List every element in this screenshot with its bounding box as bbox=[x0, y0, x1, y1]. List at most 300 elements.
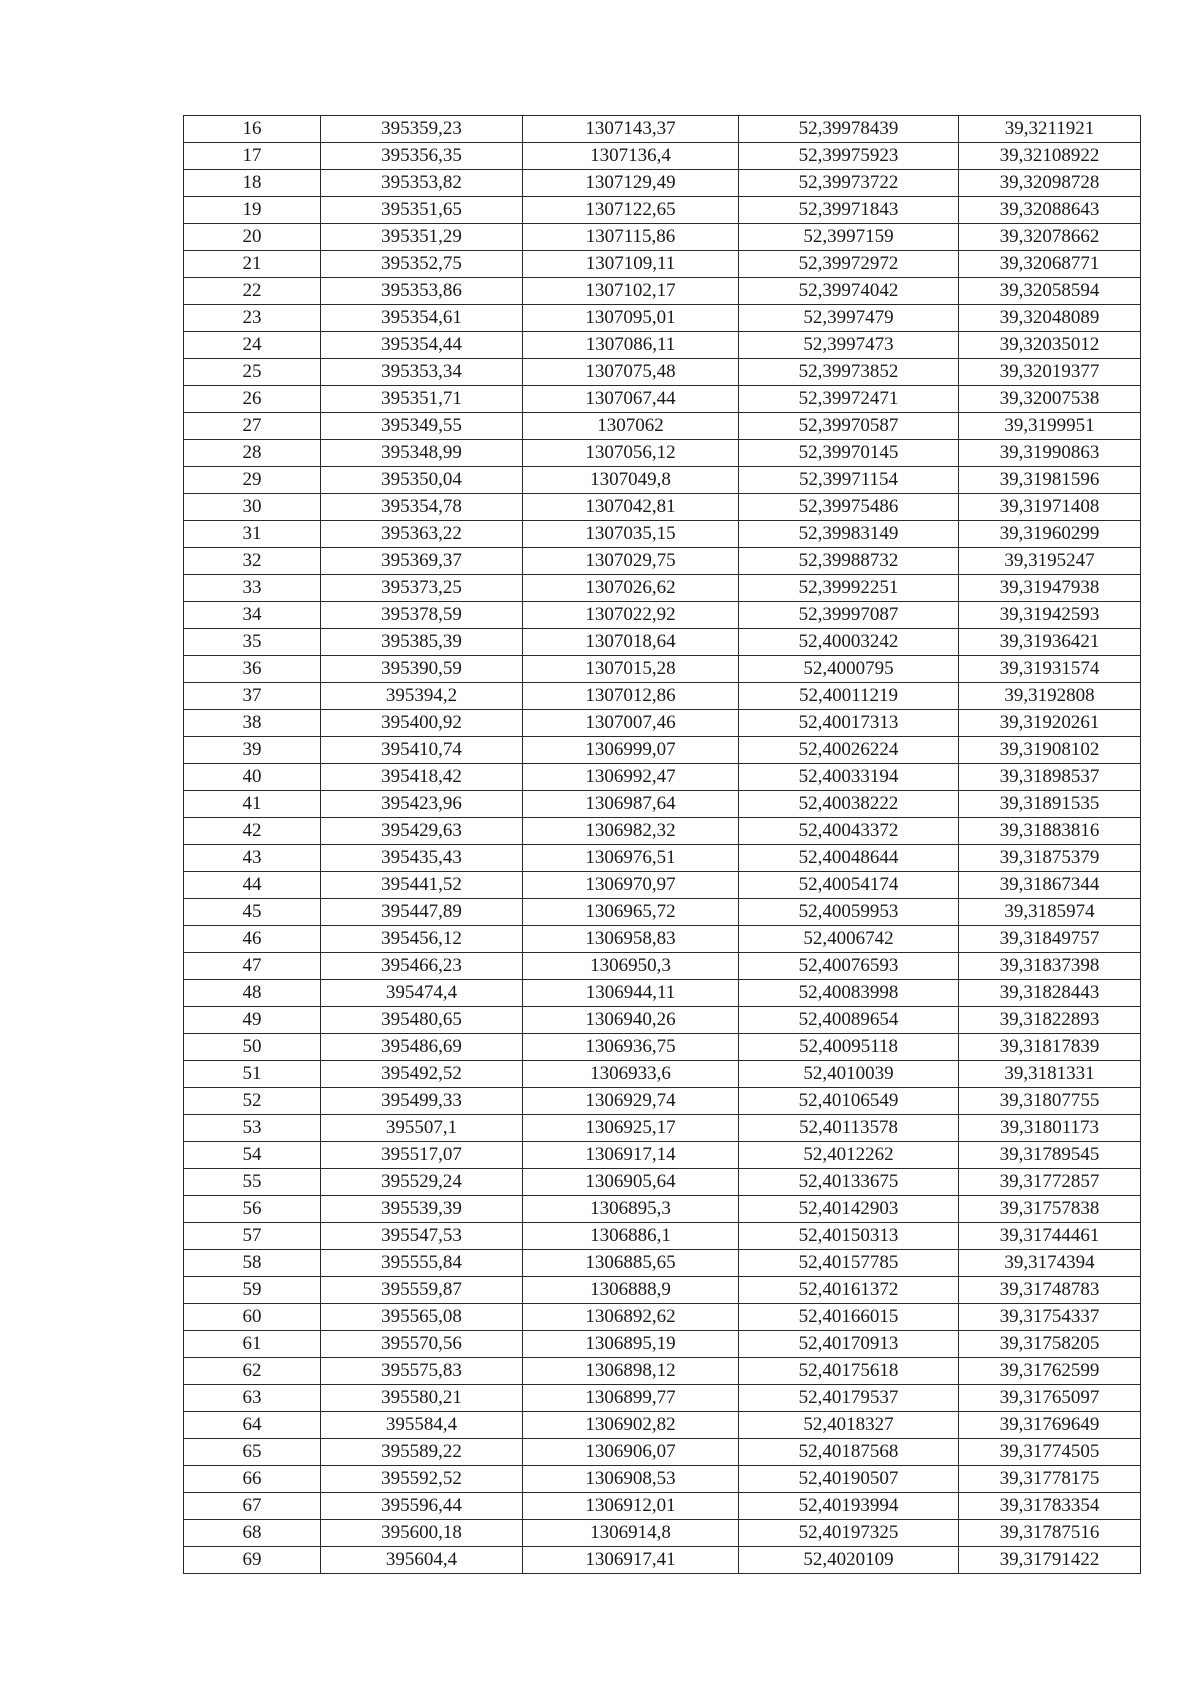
longitude-cell: 39,31898537 bbox=[959, 764, 1141, 791]
table-row bbox=[184, 1520, 1141, 1547]
x-coordinate-cell: 395369,37 bbox=[321, 548, 523, 575]
x-coordinate-cell: 395348,99 bbox=[321, 440, 523, 467]
longitude-cell: 39,31947938 bbox=[959, 575, 1141, 602]
table-row bbox=[184, 1061, 1141, 1088]
x-coordinate-cell: 395547,53 bbox=[321, 1223, 523, 1250]
point-number-cell: 62 bbox=[184, 1358, 321, 1385]
point-number-cell: 21 bbox=[184, 251, 321, 278]
point-number-cell: 34 bbox=[184, 602, 321, 629]
x-coordinate-cell: 395410,74 bbox=[321, 737, 523, 764]
x-coordinate-cell: 395353,86 bbox=[321, 278, 523, 305]
x-coordinate-cell: 395400,92 bbox=[321, 710, 523, 737]
y-coordinate-cell: 1306933,6 bbox=[523, 1061, 739, 1088]
longitude-cell: 39,31787516 bbox=[959, 1520, 1141, 1547]
latitude-cell: 52,40054174 bbox=[739, 872, 959, 899]
point-number-cell: 66 bbox=[184, 1466, 321, 1493]
table-row bbox=[184, 710, 1141, 737]
latitude-cell: 52,39972972 bbox=[739, 251, 959, 278]
latitude-cell: 52,3997159 bbox=[739, 224, 959, 251]
x-coordinate-cell: 395517,07 bbox=[321, 1142, 523, 1169]
point-number-cell: 35 bbox=[184, 629, 321, 656]
latitude-cell: 52,4010039 bbox=[739, 1061, 959, 1088]
latitude-cell: 52,40150313 bbox=[739, 1223, 959, 1250]
latitude-cell: 52,40190507 bbox=[739, 1466, 959, 1493]
point-number-cell: 40 bbox=[184, 764, 321, 791]
longitude-cell: 39,31757838 bbox=[959, 1196, 1141, 1223]
x-coordinate-cell: 395589,22 bbox=[321, 1439, 523, 1466]
longitude-cell: 39,3211921 bbox=[959, 116, 1141, 143]
longitude-cell: 39,32007538 bbox=[959, 386, 1141, 413]
y-coordinate-cell: 1306936,75 bbox=[523, 1034, 739, 1061]
y-coordinate-cell: 1306987,64 bbox=[523, 791, 739, 818]
longitude-cell: 39,3192808 bbox=[959, 683, 1141, 710]
longitude-cell: 39,32108922 bbox=[959, 143, 1141, 170]
latitude-cell: 52,39975486 bbox=[739, 494, 959, 521]
point-number-cell: 19 bbox=[184, 197, 321, 224]
latitude-cell: 52,40043372 bbox=[739, 818, 959, 845]
longitude-cell: 39,31960299 bbox=[959, 521, 1141, 548]
longitude-cell: 39,31981596 bbox=[959, 467, 1141, 494]
y-coordinate-cell: 1306908,53 bbox=[523, 1466, 739, 1493]
latitude-cell: 52,40166015 bbox=[739, 1304, 959, 1331]
point-number-cell: 24 bbox=[184, 332, 321, 359]
latitude-cell: 52,40059953 bbox=[739, 899, 959, 926]
y-coordinate-cell: 1307086,11 bbox=[523, 332, 739, 359]
point-number-cell: 47 bbox=[184, 953, 321, 980]
x-coordinate-cell: 395565,08 bbox=[321, 1304, 523, 1331]
longitude-cell: 39,31908102 bbox=[959, 737, 1141, 764]
latitude-cell: 52,39978439 bbox=[739, 116, 959, 143]
latitude-cell: 52,39997087 bbox=[739, 602, 959, 629]
longitude-cell: 39,31765097 bbox=[959, 1385, 1141, 1412]
point-number-cell: 18 bbox=[184, 170, 321, 197]
latitude-cell: 52,40011219 bbox=[739, 683, 959, 710]
y-coordinate-cell: 1307035,15 bbox=[523, 521, 739, 548]
x-coordinate-cell: 395351,29 bbox=[321, 224, 523, 251]
y-coordinate-cell: 1306992,47 bbox=[523, 764, 739, 791]
point-number-cell: 31 bbox=[184, 521, 321, 548]
y-coordinate-cell: 1306929,74 bbox=[523, 1088, 739, 1115]
latitude-cell: 52,4006742 bbox=[739, 926, 959, 953]
latitude-cell: 52,40175618 bbox=[739, 1358, 959, 1385]
latitude-cell: 52,40076593 bbox=[739, 953, 959, 980]
y-coordinate-cell: 1306925,17 bbox=[523, 1115, 739, 1142]
point-number-cell: 60 bbox=[184, 1304, 321, 1331]
longitude-cell: 39,31867344 bbox=[959, 872, 1141, 899]
table-row bbox=[184, 602, 1141, 629]
point-number-cell: 26 bbox=[184, 386, 321, 413]
y-coordinate-cell: 1307007,46 bbox=[523, 710, 739, 737]
y-coordinate-cell: 1306895,3 bbox=[523, 1196, 739, 1223]
y-coordinate-cell: 1307136,4 bbox=[523, 143, 739, 170]
x-coordinate-cell: 395507,1 bbox=[321, 1115, 523, 1142]
latitude-cell: 52,39972471 bbox=[739, 386, 959, 413]
longitude-cell: 39,32019377 bbox=[959, 359, 1141, 386]
x-coordinate-cell: 395349,55 bbox=[321, 413, 523, 440]
longitude-cell: 39,31772857 bbox=[959, 1169, 1141, 1196]
table-row bbox=[184, 872, 1141, 899]
y-coordinate-cell: 1306944,11 bbox=[523, 980, 739, 1007]
y-coordinate-cell: 1307062 bbox=[523, 413, 739, 440]
y-coordinate-cell: 1306906,07 bbox=[523, 1439, 739, 1466]
point-number-cell: 52 bbox=[184, 1088, 321, 1115]
y-coordinate-cell: 1306898,12 bbox=[523, 1358, 739, 1385]
table-row bbox=[184, 764, 1141, 791]
x-coordinate-cell: 395529,24 bbox=[321, 1169, 523, 1196]
table-row bbox=[184, 548, 1141, 575]
point-number-cell: 33 bbox=[184, 575, 321, 602]
point-number-cell: 46 bbox=[184, 926, 321, 953]
x-coordinate-cell: 395354,78 bbox=[321, 494, 523, 521]
latitude-cell: 52,4000795 bbox=[739, 656, 959, 683]
y-coordinate-cell: 1307102,17 bbox=[523, 278, 739, 305]
table-row bbox=[184, 683, 1141, 710]
y-coordinate-cell: 1306905,64 bbox=[523, 1169, 739, 1196]
y-coordinate-cell: 1306958,83 bbox=[523, 926, 739, 953]
latitude-cell: 52,4018327 bbox=[739, 1412, 959, 1439]
x-coordinate-cell: 395480,65 bbox=[321, 1007, 523, 1034]
x-coordinate-cell: 395492,52 bbox=[321, 1061, 523, 1088]
coordinates-table-body bbox=[184, 116, 1141, 1574]
table-row bbox=[184, 1223, 1141, 1250]
longitude-cell: 39,32078662 bbox=[959, 224, 1141, 251]
x-coordinate-cell: 395559,87 bbox=[321, 1277, 523, 1304]
table-row bbox=[184, 116, 1141, 143]
point-number-cell: 38 bbox=[184, 710, 321, 737]
table-row bbox=[184, 1196, 1141, 1223]
y-coordinate-cell: 1306940,26 bbox=[523, 1007, 739, 1034]
latitude-cell: 52,40161372 bbox=[739, 1277, 959, 1304]
latitude-cell: 52,39983149 bbox=[739, 521, 959, 548]
table-row bbox=[184, 359, 1141, 386]
latitude-cell: 52,40095118 bbox=[739, 1034, 959, 1061]
latitude-cell: 52,40157785 bbox=[739, 1250, 959, 1277]
x-coordinate-cell: 395385,39 bbox=[321, 629, 523, 656]
table-row bbox=[184, 953, 1141, 980]
table-row bbox=[184, 224, 1141, 251]
latitude-cell: 52,40142903 bbox=[739, 1196, 959, 1223]
latitude-cell: 52,40026224 bbox=[739, 737, 959, 764]
table-row bbox=[184, 1088, 1141, 1115]
x-coordinate-cell: 395486,69 bbox=[321, 1034, 523, 1061]
latitude-cell: 52,40106549 bbox=[739, 1088, 959, 1115]
table-row bbox=[184, 1304, 1141, 1331]
y-coordinate-cell: 1307012,86 bbox=[523, 683, 739, 710]
table-row bbox=[184, 1034, 1141, 1061]
table-row bbox=[184, 494, 1141, 521]
y-coordinate-cell: 1307022,92 bbox=[523, 602, 739, 629]
point-number-cell: 67 bbox=[184, 1493, 321, 1520]
x-coordinate-cell: 395575,83 bbox=[321, 1358, 523, 1385]
table-row bbox=[184, 332, 1141, 359]
point-number-cell: 20 bbox=[184, 224, 321, 251]
point-number-cell: 25 bbox=[184, 359, 321, 386]
x-coordinate-cell: 395596,44 bbox=[321, 1493, 523, 1520]
longitude-cell: 39,31931574 bbox=[959, 656, 1141, 683]
point-number-cell: 53 bbox=[184, 1115, 321, 1142]
longitude-cell: 39,31891535 bbox=[959, 791, 1141, 818]
table-row bbox=[184, 170, 1141, 197]
latitude-cell: 52,40193994 bbox=[739, 1493, 959, 1520]
longitude-cell: 39,3199951 bbox=[959, 413, 1141, 440]
point-number-cell: 32 bbox=[184, 548, 321, 575]
table-row bbox=[184, 386, 1141, 413]
y-coordinate-cell: 1306899,77 bbox=[523, 1385, 739, 1412]
table-row bbox=[184, 1277, 1141, 1304]
point-number-cell: 23 bbox=[184, 305, 321, 332]
table-row bbox=[184, 575, 1141, 602]
x-coordinate-cell: 395456,12 bbox=[321, 926, 523, 953]
longitude-cell: 39,31822893 bbox=[959, 1007, 1141, 1034]
point-number-cell: 48 bbox=[184, 980, 321, 1007]
point-number-cell: 69 bbox=[184, 1547, 321, 1574]
point-number-cell: 37 bbox=[184, 683, 321, 710]
point-number-cell: 56 bbox=[184, 1196, 321, 1223]
longitude-cell: 39,31936421 bbox=[959, 629, 1141, 656]
longitude-cell: 39,31849757 bbox=[959, 926, 1141, 953]
table-row bbox=[184, 737, 1141, 764]
latitude-cell: 52,40197325 bbox=[739, 1520, 959, 1547]
y-coordinate-cell: 1306892,62 bbox=[523, 1304, 739, 1331]
longitude-cell: 39,31817839 bbox=[959, 1034, 1141, 1061]
point-number-cell: 54 bbox=[184, 1142, 321, 1169]
x-coordinate-cell: 395351,71 bbox=[321, 386, 523, 413]
y-coordinate-cell: 1307056,12 bbox=[523, 440, 739, 467]
y-coordinate-cell: 1306917,41 bbox=[523, 1547, 739, 1574]
y-coordinate-cell: 1307095,01 bbox=[523, 305, 739, 332]
point-number-cell: 29 bbox=[184, 467, 321, 494]
point-number-cell: 61 bbox=[184, 1331, 321, 1358]
latitude-cell: 52,40187568 bbox=[739, 1439, 959, 1466]
y-coordinate-cell: 1306982,32 bbox=[523, 818, 739, 845]
y-coordinate-cell: 1307015,28 bbox=[523, 656, 739, 683]
point-number-cell: 58 bbox=[184, 1250, 321, 1277]
table-row bbox=[184, 1115, 1141, 1142]
latitude-cell: 52,39970587 bbox=[739, 413, 959, 440]
latitude-cell: 52,40113578 bbox=[739, 1115, 959, 1142]
point-number-cell: 16 bbox=[184, 116, 321, 143]
longitude-cell: 39,31758205 bbox=[959, 1331, 1141, 1358]
x-coordinate-cell: 395499,33 bbox=[321, 1088, 523, 1115]
y-coordinate-cell: 1307109,11 bbox=[523, 251, 739, 278]
table-row bbox=[184, 1331, 1141, 1358]
longitude-cell: 39,31789545 bbox=[959, 1142, 1141, 1169]
longitude-cell: 39,32068771 bbox=[959, 251, 1141, 278]
longitude-cell: 39,3195247 bbox=[959, 548, 1141, 575]
point-number-cell: 50 bbox=[184, 1034, 321, 1061]
x-coordinate-cell: 395580,21 bbox=[321, 1385, 523, 1412]
point-number-cell: 49 bbox=[184, 1007, 321, 1034]
point-number-cell: 44 bbox=[184, 872, 321, 899]
table-row bbox=[184, 143, 1141, 170]
y-coordinate-cell: 1306886,1 bbox=[523, 1223, 739, 1250]
table-row bbox=[184, 1358, 1141, 1385]
longitude-cell: 39,32048089 bbox=[959, 305, 1141, 332]
y-coordinate-cell: 1307026,62 bbox=[523, 575, 739, 602]
x-coordinate-cell: 395373,25 bbox=[321, 575, 523, 602]
table-row bbox=[184, 791, 1141, 818]
x-coordinate-cell: 395604,4 bbox=[321, 1547, 523, 1574]
longitude-cell: 39,32088643 bbox=[959, 197, 1141, 224]
x-coordinate-cell: 395555,84 bbox=[321, 1250, 523, 1277]
point-number-cell: 36 bbox=[184, 656, 321, 683]
longitude-cell: 39,31801173 bbox=[959, 1115, 1141, 1142]
y-coordinate-cell: 1306912,01 bbox=[523, 1493, 739, 1520]
x-coordinate-cell: 395474,4 bbox=[321, 980, 523, 1007]
point-number-cell: 55 bbox=[184, 1169, 321, 1196]
table-row bbox=[184, 1169, 1141, 1196]
table-row bbox=[184, 1142, 1141, 1169]
latitude-cell: 52,39970145 bbox=[739, 440, 959, 467]
point-number-cell: 30 bbox=[184, 494, 321, 521]
y-coordinate-cell: 1306885,65 bbox=[523, 1250, 739, 1277]
x-coordinate-cell: 395352,75 bbox=[321, 251, 523, 278]
longitude-cell: 39,32035012 bbox=[959, 332, 1141, 359]
x-coordinate-cell: 395353,82 bbox=[321, 170, 523, 197]
longitude-cell: 39,31837398 bbox=[959, 953, 1141, 980]
longitude-cell: 39,31774505 bbox=[959, 1439, 1141, 1466]
y-coordinate-cell: 1307018,64 bbox=[523, 629, 739, 656]
x-coordinate-cell: 395354,61 bbox=[321, 305, 523, 332]
point-number-cell: 22 bbox=[184, 278, 321, 305]
point-number-cell: 63 bbox=[184, 1385, 321, 1412]
x-coordinate-cell: 395418,42 bbox=[321, 764, 523, 791]
latitude-cell: 52,40017313 bbox=[739, 710, 959, 737]
y-coordinate-cell: 1307122,65 bbox=[523, 197, 739, 224]
x-coordinate-cell: 395390,59 bbox=[321, 656, 523, 683]
y-coordinate-cell: 1307042,81 bbox=[523, 494, 739, 521]
latitude-cell: 52,40170913 bbox=[739, 1331, 959, 1358]
latitude-cell: 52,39973722 bbox=[739, 170, 959, 197]
x-coordinate-cell: 395447,89 bbox=[321, 899, 523, 926]
longitude-cell: 39,31990863 bbox=[959, 440, 1141, 467]
longitude-cell: 39,31762599 bbox=[959, 1358, 1141, 1385]
longitude-cell: 39,31942593 bbox=[959, 602, 1141, 629]
point-number-cell: 51 bbox=[184, 1061, 321, 1088]
table-row bbox=[184, 818, 1141, 845]
longitude-cell: 39,31769649 bbox=[959, 1412, 1141, 1439]
longitude-cell: 39,31807755 bbox=[959, 1088, 1141, 1115]
y-coordinate-cell: 1306976,51 bbox=[523, 845, 739, 872]
longitude-cell: 39,32098728 bbox=[959, 170, 1141, 197]
x-coordinate-cell: 395592,52 bbox=[321, 1466, 523, 1493]
y-coordinate-cell: 1307075,48 bbox=[523, 359, 739, 386]
y-coordinate-cell: 1307049,8 bbox=[523, 467, 739, 494]
x-coordinate-cell: 395441,52 bbox=[321, 872, 523, 899]
x-coordinate-cell: 395378,59 bbox=[321, 602, 523, 629]
table-row bbox=[184, 1250, 1141, 1277]
point-number-cell: 17 bbox=[184, 143, 321, 170]
y-coordinate-cell: 1307129,49 bbox=[523, 170, 739, 197]
table-row bbox=[184, 980, 1141, 1007]
point-number-cell: 59 bbox=[184, 1277, 321, 1304]
table-row bbox=[184, 899, 1141, 926]
longitude-cell: 39,31783354 bbox=[959, 1493, 1141, 1520]
point-number-cell: 27 bbox=[184, 413, 321, 440]
latitude-cell: 52,4020109 bbox=[739, 1547, 959, 1574]
point-number-cell: 45 bbox=[184, 899, 321, 926]
latitude-cell: 52,4012262 bbox=[739, 1142, 959, 1169]
latitude-cell: 52,39992251 bbox=[739, 575, 959, 602]
latitude-cell: 52,40033194 bbox=[739, 764, 959, 791]
longitude-cell: 39,3181331 bbox=[959, 1061, 1141, 1088]
latitude-cell: 52,40038222 bbox=[739, 791, 959, 818]
longitude-cell: 39,31748783 bbox=[959, 1277, 1141, 1304]
latitude-cell: 52,40003242 bbox=[739, 629, 959, 656]
longitude-cell: 39,31883816 bbox=[959, 818, 1141, 845]
y-coordinate-cell: 1307115,86 bbox=[523, 224, 739, 251]
longitude-cell: 39,31791422 bbox=[959, 1547, 1141, 1574]
y-coordinate-cell: 1306970,97 bbox=[523, 872, 739, 899]
y-coordinate-cell: 1306999,07 bbox=[523, 737, 739, 764]
y-coordinate-cell: 1306902,82 bbox=[523, 1412, 739, 1439]
x-coordinate-cell: 395466,23 bbox=[321, 953, 523, 980]
table-row bbox=[184, 1439, 1141, 1466]
table-row bbox=[184, 1412, 1141, 1439]
y-coordinate-cell: 1306914,8 bbox=[523, 1520, 739, 1547]
x-coordinate-cell: 395356,35 bbox=[321, 143, 523, 170]
y-coordinate-cell: 1306917,14 bbox=[523, 1142, 739, 1169]
table-row bbox=[184, 305, 1141, 332]
latitude-cell: 52,39974042 bbox=[739, 278, 959, 305]
latitude-cell: 52,40133675 bbox=[739, 1169, 959, 1196]
latitude-cell: 52,39975923 bbox=[739, 143, 959, 170]
table-row bbox=[184, 467, 1141, 494]
table-row bbox=[184, 1547, 1141, 1574]
point-number-cell: 42 bbox=[184, 818, 321, 845]
point-number-cell: 68 bbox=[184, 1520, 321, 1547]
y-coordinate-cell: 1306888,9 bbox=[523, 1277, 739, 1304]
longitude-cell: 39,31971408 bbox=[959, 494, 1141, 521]
latitude-cell: 52,39971843 bbox=[739, 197, 959, 224]
latitude-cell: 52,39973852 bbox=[739, 359, 959, 386]
x-coordinate-cell: 395570,56 bbox=[321, 1331, 523, 1358]
point-number-cell: 28 bbox=[184, 440, 321, 467]
latitude-cell: 52,40048644 bbox=[739, 845, 959, 872]
x-coordinate-cell: 395600,18 bbox=[321, 1520, 523, 1547]
latitude-cell: 52,40089654 bbox=[739, 1007, 959, 1034]
point-number-cell: 65 bbox=[184, 1439, 321, 1466]
y-coordinate-cell: 1306965,72 bbox=[523, 899, 739, 926]
latitude-cell: 52,40083998 bbox=[739, 980, 959, 1007]
longitude-cell: 39,31920261 bbox=[959, 710, 1141, 737]
x-coordinate-cell: 395351,65 bbox=[321, 197, 523, 224]
x-coordinate-cell: 395353,34 bbox=[321, 359, 523, 386]
table-row bbox=[184, 629, 1141, 656]
x-coordinate-cell: 395359,23 bbox=[321, 116, 523, 143]
y-coordinate-cell: 1306950,3 bbox=[523, 953, 739, 980]
table-row bbox=[184, 1007, 1141, 1034]
table-row bbox=[184, 926, 1141, 953]
x-coordinate-cell: 395539,39 bbox=[321, 1196, 523, 1223]
latitude-cell: 52,3997479 bbox=[739, 305, 959, 332]
point-number-cell: 43 bbox=[184, 845, 321, 872]
longitude-cell: 39,31875379 bbox=[959, 845, 1141, 872]
x-coordinate-cell: 395429,63 bbox=[321, 818, 523, 845]
latitude-cell: 52,40179537 bbox=[739, 1385, 959, 1412]
longitude-cell: 39,3185974 bbox=[959, 899, 1141, 926]
table-row bbox=[184, 1493, 1141, 1520]
table-row bbox=[184, 1385, 1141, 1412]
longitude-cell: 39,31828443 bbox=[959, 980, 1141, 1007]
x-coordinate-cell: 395394,2 bbox=[321, 683, 523, 710]
longitude-cell: 39,32058594 bbox=[959, 278, 1141, 305]
table-row bbox=[184, 278, 1141, 305]
x-coordinate-cell: 395354,44 bbox=[321, 332, 523, 359]
longitude-cell: 39,31754337 bbox=[959, 1304, 1141, 1331]
table-row bbox=[184, 1466, 1141, 1493]
x-coordinate-cell: 395584,4 bbox=[321, 1412, 523, 1439]
